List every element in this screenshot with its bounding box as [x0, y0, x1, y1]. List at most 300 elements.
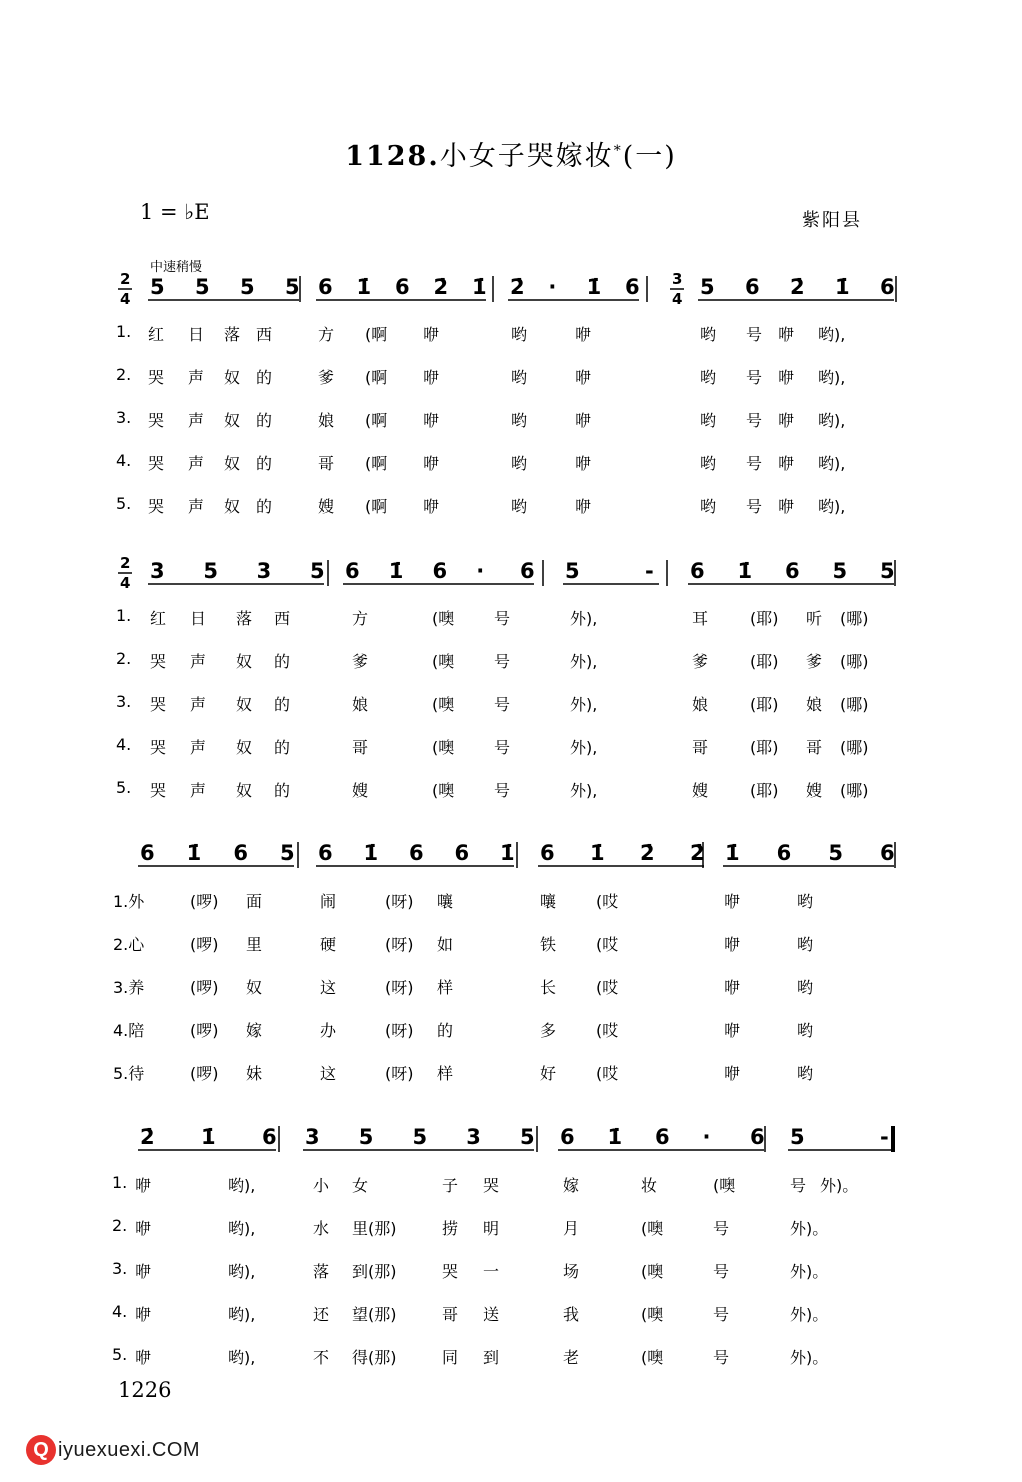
lyric-word: (耶) [750, 738, 779, 757]
lyric-word: 哟), [228, 1219, 256, 1238]
lyric-word: 如 [437, 935, 454, 954]
lyric-word: 的 [274, 781, 291, 800]
lyric-word: (啊 [365, 368, 388, 387]
lyric-word: 咿 [423, 325, 440, 344]
note: 1̇ [607, 1125, 623, 1149]
lyric-word: 爹 [806, 652, 823, 671]
lyric-word: 4. [112, 1302, 128, 1321]
lyric-word: 办 [320, 1021, 337, 1040]
note: 6 [560, 1125, 575, 1149]
lyric-word: (呀) [385, 935, 414, 954]
lyric-word: 号 [746, 368, 763, 387]
lyric-word: 5. [116, 494, 132, 513]
lyric-word: (哎 [596, 1021, 619, 1040]
lyric-word: 号 [790, 1176, 807, 1195]
lyric-word: 长 [540, 978, 557, 997]
lyric-word: 的 [274, 738, 291, 757]
lyric-word: 咿 [423, 454, 440, 473]
lyric-word: 同 [442, 1348, 459, 1367]
note: 5 [790, 1125, 805, 1149]
lyric-word: 落 [224, 325, 241, 344]
lyric-word: 妆 [641, 1176, 658, 1195]
note: 6 [880, 275, 895, 299]
lyric-word: 爹 [352, 652, 369, 671]
lyric-word: 咿 [724, 892, 741, 911]
lyric-word: (哎 [596, 978, 619, 997]
lyric-word: 哟), [818, 411, 846, 430]
song-number: 1128. [345, 141, 440, 172]
lyric-word: 得(那) [352, 1348, 397, 1367]
lyric-word: 奴 [246, 978, 263, 997]
lyric-word: (噢 [641, 1305, 664, 1324]
note: 5 [520, 1125, 535, 1149]
lyric-word: (呀) [385, 978, 414, 997]
lyric-word: 声 [190, 652, 207, 671]
lyric-word: 的 [256, 411, 273, 430]
note: 5 [565, 559, 580, 583]
watermark-text: iyuexuexi.COM [58, 1439, 201, 1461]
lyric-word: 女 [352, 1176, 369, 1195]
lyric-word: 爹 [318, 368, 335, 387]
time-signature-top: 3 [672, 270, 683, 288]
lyric-word: 哥 [442, 1305, 459, 1324]
lyric-word: 哟 [511, 368, 528, 387]
lyric-word: (哎 [596, 935, 619, 954]
lyric-word: (哪) [840, 781, 869, 800]
lyric-word: (噢 [432, 738, 455, 757]
lyric-word: 红 [150, 609, 167, 628]
lyric-word: (啰) [190, 978, 219, 997]
lyric-word: 日 [190, 609, 207, 628]
lyric-word: 铁 [540, 935, 557, 954]
lyric-word: 外)。 [790, 1262, 829, 1281]
lyric-word: (噢 [432, 652, 455, 671]
lyric-word: (呀) [385, 892, 414, 911]
lyric-word: 哭 [150, 695, 167, 714]
lyric-word: 哟), [228, 1348, 256, 1367]
lyric-word: (噢 [432, 781, 455, 800]
lyric-word: 咿 [135, 1305, 152, 1324]
lyric-word: 西 [274, 609, 291, 628]
lyric-word: 这 [320, 1064, 337, 1083]
lyric-word: 里 [246, 935, 263, 954]
lyric-word: 西 [256, 325, 273, 344]
page-number: 1226 [118, 1378, 172, 1402]
tempo-marking: 中速稍慢 [150, 260, 203, 275]
lyric-word: 哟 [511, 454, 528, 473]
lyric-word: 嫂 [806, 781, 823, 800]
lyric-word: (噢 [641, 1219, 664, 1238]
lyric-word: 面 [246, 892, 263, 911]
lyric-word: 号 [713, 1262, 730, 1281]
note: 1̇ [725, 841, 740, 865]
lyric-word: 嚷 [437, 892, 454, 911]
lyric-word: 哟 [511, 325, 528, 344]
note: 1̇ [835, 275, 850, 299]
lyric-word: 号 [494, 781, 511, 800]
lyric-word: 声 [190, 695, 207, 714]
song-title [0, 134, 1022, 173]
lyric-word: 外)。 [820, 1176, 859, 1195]
lyric-word: (噢 [432, 695, 455, 714]
note: 5 [195, 275, 210, 299]
lyric-word: 外), [570, 609, 598, 628]
lyric-word: (哪) [840, 738, 869, 757]
lyric-word: (哎 [596, 892, 619, 911]
lyric-word: 哟 [700, 454, 717, 473]
note: 2̇ [433, 275, 449, 299]
lyric-word: 哟), [818, 454, 846, 473]
lyric-word: 咿 [575, 454, 592, 473]
lyric-word: 哟 [797, 1021, 814, 1040]
note: 5 [880, 559, 895, 583]
lyric-word: 号 [713, 1348, 730, 1367]
note: · [476, 559, 485, 583]
lyric-word: 哟), [818, 325, 846, 344]
lyric-word: 哟), [228, 1262, 256, 1281]
note: 5 [150, 275, 165, 299]
note: 6 [655, 1125, 670, 1149]
lyric-word: 号 [746, 411, 763, 430]
lyric-word: (耶) [750, 695, 779, 714]
lyric-word: 1. [112, 1173, 128, 1192]
note: 6 [454, 841, 470, 865]
note: 6 [345, 559, 360, 583]
lyric-word: 哟 [797, 892, 814, 911]
lyric-word: 2. [116, 365, 132, 384]
note: 5 [358, 1125, 374, 1149]
lyric-word: 落 [236, 609, 253, 628]
lyric-word: 老 [563, 1348, 580, 1367]
lyric-word: 咿 [575, 368, 592, 387]
lyric-word: 声 [190, 781, 207, 800]
lyric-word: 哟 [797, 978, 814, 997]
note: 1̇ [590, 841, 605, 865]
lyric-word: (耶) [750, 609, 779, 628]
lyric-word: 月 [563, 1219, 580, 1238]
lyric-word: 嫂 [352, 781, 369, 800]
lyric-word: 捞 [442, 1219, 459, 1238]
lyric-word: 哥 [806, 738, 823, 757]
note: 6 [520, 559, 535, 583]
time-signature-bottom: 4 [672, 290, 683, 308]
lyric-word: 咿 [135, 1262, 152, 1281]
key-signature: 1 = ♭E [140, 200, 210, 224]
lyric-word: (啰) [190, 892, 219, 911]
lyric-word: 哟), [228, 1176, 256, 1195]
lyric-word: 闹 [320, 892, 337, 911]
lyric-word: 到 [483, 1348, 500, 1367]
note: 5 [412, 1125, 428, 1149]
note: 1̇ [201, 1125, 216, 1149]
lyric-word: 声 [190, 738, 207, 757]
note: 6 [540, 841, 555, 865]
lyric-word: 声 [188, 411, 205, 430]
lyric-word: 的 [256, 368, 273, 387]
lyric-word: 号 [746, 497, 763, 516]
site-watermark [26, 1435, 200, 1465]
lyric-word: (啰) [190, 1021, 219, 1040]
note: 3 [466, 1125, 481, 1149]
note: 1̇ [737, 559, 753, 583]
lyric-word: 哥 [692, 738, 709, 757]
lyric-word: (啊 [365, 497, 388, 516]
lyric-word: 嫁 [563, 1176, 580, 1195]
lyric-word: 4. [116, 451, 132, 470]
note: 6 [395, 275, 410, 299]
lyric-word: 的 [274, 652, 291, 671]
lyric-word: 嫁 [246, 1021, 263, 1040]
note: 5 [280, 841, 295, 865]
song-title-text: 小女子哭嫁妆 [439, 141, 614, 172]
lyric-word: 好 [540, 1064, 557, 1083]
lyric-word: 咿 [778, 411, 795, 430]
lyric-word: 爹 [692, 652, 709, 671]
time-signature-top: 2 [120, 270, 131, 288]
lyric-word: 哟 [797, 1064, 814, 1083]
lyric-word: 5.待 [113, 1064, 145, 1083]
note: 5 [310, 559, 325, 583]
lyric-word: 还 [313, 1305, 330, 1324]
lyric-word: 哭 [150, 738, 167, 757]
lyric-word: 的 [437, 1021, 454, 1040]
lyric-word: (噢 [641, 1262, 664, 1281]
lyric-word: 外), [570, 652, 598, 671]
lyric-word: 的 [274, 695, 291, 714]
lyric-word: 咿 [778, 368, 795, 387]
lyric-word: 哟 [700, 411, 717, 430]
lyric-word: (哪) [840, 652, 869, 671]
lyric-word: 硬 [320, 935, 337, 954]
footnote-mark: * [613, 143, 623, 159]
lyric-word: 咿 [135, 1219, 152, 1238]
note: 6 [745, 275, 760, 299]
lyric-word: (呀) [385, 1021, 414, 1040]
note: 5 [828, 841, 843, 865]
lyric-word: 号 [494, 695, 511, 714]
lyric-word: 奴 [224, 411, 241, 430]
note: 6 [432, 559, 448, 583]
lyric-word: 2.心 [113, 935, 145, 954]
lyric-word: 哟 [511, 411, 528, 430]
lyric-word: 咿 [778, 454, 795, 473]
lyric-word: 哥 [318, 454, 335, 473]
lyric-word: 号 [494, 609, 511, 628]
lyric-word: 明 [483, 1219, 500, 1238]
note: · [548, 275, 557, 299]
note: · [702, 1125, 711, 1149]
lyric-word: (噢 [713, 1176, 736, 1195]
lyric-word: 外), [570, 695, 598, 714]
lyric-word: 样 [437, 978, 454, 997]
lyric-word: 哟 [700, 368, 717, 387]
note: 5 [203, 559, 218, 583]
note: 1̇ [363, 841, 379, 865]
lyric-word: 哭 [150, 652, 167, 671]
lyric-word: 哭 [150, 781, 167, 800]
note: 5 [240, 275, 255, 299]
note: - [880, 1125, 889, 1149]
note: 3 [150, 559, 165, 583]
lyric-word: 娘 [692, 695, 709, 714]
lyric-word: 外), [570, 738, 598, 757]
lyric-word: 3. [116, 692, 132, 711]
lyric-word: 哟 [797, 935, 814, 954]
lyric-word: 哭 [148, 411, 165, 430]
lyric-word: 5. [112, 1345, 128, 1364]
lyric-word: 咿 [423, 497, 440, 516]
lyric-word: (哎 [596, 1064, 619, 1083]
note: 2̇ [690, 841, 705, 865]
lyric-word: 我 [563, 1305, 580, 1324]
lyric-word: 咿 [575, 411, 592, 430]
lyric-word: 一 [483, 1262, 500, 1281]
lyric-word: (啊 [365, 325, 388, 344]
note: 1̇ [186, 841, 202, 865]
lyric-word: (啰) [190, 935, 219, 954]
note: 2̇ [790, 275, 805, 299]
lyric-word: 哟), [818, 368, 846, 387]
note: 2̇ [140, 1125, 155, 1149]
lyric-word: 奴 [224, 454, 241, 473]
lyric-word: (呀) [385, 1064, 414, 1083]
lyric-word: 哭 [148, 454, 165, 473]
note: 2̇ [510, 275, 525, 299]
lyric-word: 方 [318, 325, 335, 344]
lyric-word: 多 [540, 1021, 557, 1040]
lyric-word: 1. [116, 606, 132, 625]
lyric-word: 4.陪 [113, 1021, 145, 1040]
lyric-word: (啊 [365, 411, 388, 430]
note: 6 [262, 1125, 277, 1149]
lyric-word: 哟 [700, 497, 717, 516]
lyric-word: 1.外 [113, 892, 145, 911]
lyric-word: 咿 [575, 325, 592, 344]
note: 6 [785, 559, 800, 583]
note: 3 [256, 559, 272, 583]
lyric-word: 咿 [724, 935, 741, 954]
lyric-word: 红 [148, 325, 165, 344]
song-part: (一) [622, 141, 677, 172]
note: 6 [233, 841, 248, 865]
lyric-word: 号 [746, 454, 763, 473]
lyric-word: 哟), [228, 1305, 256, 1324]
lyric-word: 咿 [724, 1021, 741, 1040]
watermark-logo-icon: Q [26, 1435, 56, 1465]
lyric-word: 5. [116, 778, 132, 797]
note: 1̇ [356, 275, 372, 299]
lyric-word: 哭 [442, 1262, 459, 1281]
note: 5 [285, 275, 300, 299]
lyric-word: 2. [112, 1216, 128, 1235]
lyric-word: (耶) [750, 781, 779, 800]
lyric-word: 外)。 [790, 1305, 829, 1324]
note: 6 [625, 275, 640, 299]
lyric-word: 不 [313, 1348, 330, 1367]
lyric-word: 咿 [724, 978, 741, 997]
time-signature-bottom: 4 [120, 574, 131, 592]
note: 1̇ [472, 275, 487, 299]
lyric-word: 奴 [236, 781, 253, 800]
lyric-word: 咿 [778, 325, 795, 344]
lyric-word: 3. [116, 408, 132, 427]
lyric-word: 奴 [236, 738, 253, 757]
lyric-word: 场 [563, 1262, 580, 1281]
lyric-word: (噢 [432, 609, 455, 628]
lyric-word: 2. [116, 649, 132, 668]
note: 3 [305, 1125, 320, 1149]
lyric-word: 外)。 [790, 1348, 829, 1367]
lyric-word: 小 [313, 1176, 330, 1195]
lyric-word: (耶) [750, 652, 779, 671]
lyric-word: 听 [806, 609, 823, 628]
lyric-word: 声 [188, 497, 205, 516]
lyric-word: (啰) [190, 1064, 219, 1083]
note: 5 [832, 559, 848, 583]
lyric-word: 号 [494, 652, 511, 671]
note: 5 [700, 275, 715, 299]
lyric-word: 嫂 [318, 497, 335, 516]
lyric-word: 到(那) [352, 1262, 397, 1281]
note: 6 [690, 559, 705, 583]
lyric-word: 咿 [135, 1176, 152, 1195]
lyric-word: 奴 [236, 652, 253, 671]
lyric-word: 1. [116, 322, 132, 341]
lyric-word: 子 [442, 1176, 459, 1195]
lyric-word: 哭 [148, 368, 165, 387]
lyric-word: 哥 [352, 738, 369, 757]
lyric-word: 嚷 [540, 892, 557, 911]
lyric-word: 咿 [423, 368, 440, 387]
lyric-word: 奴 [224, 368, 241, 387]
lyric-word: 里(那) [352, 1219, 397, 1238]
note: 6 [140, 841, 155, 865]
lyric-word: 号 [494, 738, 511, 757]
lyric-word: 样 [437, 1064, 454, 1083]
time-signature-top: 2 [120, 554, 131, 572]
lyric-word: 妹 [246, 1064, 263, 1083]
lyric-word: 咿 [135, 1348, 152, 1367]
lyric-word: 哭 [483, 1176, 500, 1195]
lyric-word: (啊 [365, 454, 388, 473]
lyric-word: 号 [713, 1305, 730, 1324]
note: 6 [318, 841, 333, 865]
lyric-word: 送 [483, 1305, 500, 1324]
note: 1̇ [388, 559, 404, 583]
lyric-word: 耳 [692, 609, 709, 628]
lyric-word: 嫂 [692, 781, 709, 800]
lyric-word: 娘 [318, 411, 335, 430]
lyric-word: 号 [713, 1219, 730, 1238]
lyric-word: 哭 [148, 497, 165, 516]
lyric-word: 咿 [778, 497, 795, 516]
lyric-word: 方 [352, 609, 369, 628]
time-signature-bottom: 4 [120, 290, 131, 308]
lyric-word: 咿 [575, 497, 592, 516]
lyric-word: 落 [313, 1262, 330, 1281]
lyric-word: 的 [256, 497, 273, 516]
lyric-word: 声 [188, 454, 205, 473]
note: 6 [880, 841, 895, 865]
lyric-word: 奴 [224, 497, 241, 516]
lyric-word: 哟 [700, 325, 717, 344]
lyric-word: 哟 [511, 497, 528, 516]
lyric-word: 声 [188, 368, 205, 387]
lyric-word: 娘 [806, 695, 823, 714]
lyric-word: (哪) [840, 609, 869, 628]
lyric-word: 外), [570, 781, 598, 800]
lyric-word: 奴 [236, 695, 253, 714]
